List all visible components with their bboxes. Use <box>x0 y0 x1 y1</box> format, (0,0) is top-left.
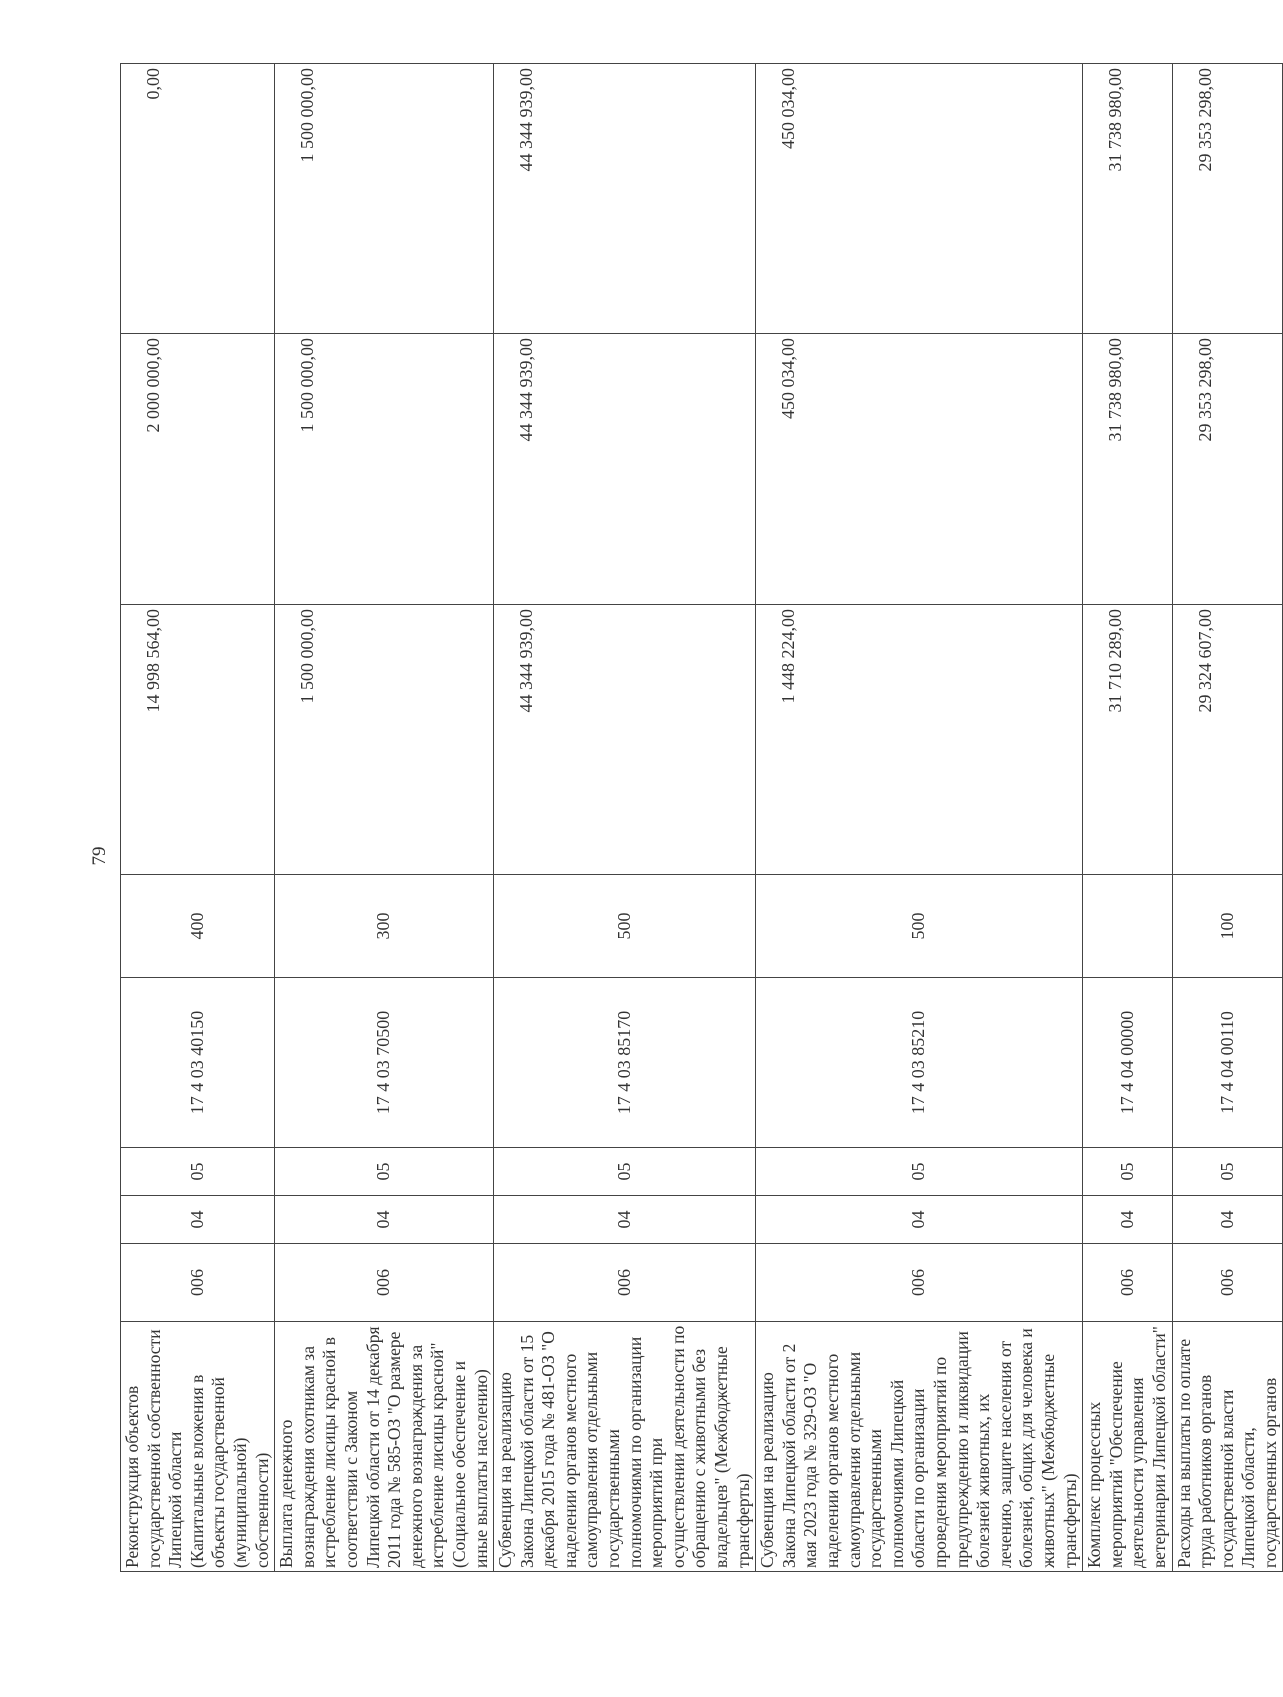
ministry-code: 006 <box>1083 1244 1172 1322</box>
subsection-code: 05 <box>121 1148 275 1196</box>
row-description: Субвенция на реализацию Закона Липецкой области от 2 мая 2023 года № 329-ОЗ "О наделении органов местного самоуправления отдельными государственными полномочиями Липецкой области по организации проведения мероприятий по предупреждению и ликвидации болезней животных, их лечению, защите населения от болезней, общих для человека и животных" (Межбюджетные трансферты) <box>756 1322 1083 1572</box>
amount-cell: 44 344 939,00 <box>494 64 756 334</box>
target-article-code: 17 4 03 85170 <box>494 978 756 1148</box>
amount-cell: 450 034,00 <box>756 334 1083 605</box>
section-code: 04 <box>121 1196 275 1244</box>
target-article-code: 17 4 04 00110 <box>1172 978 1283 1148</box>
subsection-code: 05 <box>494 1148 756 1196</box>
expense-type-code: 400 <box>121 875 275 978</box>
amount-cell: 29 353 298,00 <box>1172 334 1283 605</box>
subsection-code: 05 <box>275 1148 494 1196</box>
expense-type-code: 300 <box>275 875 494 978</box>
amount-cell: 31 710 289,00 <box>1083 605 1172 875</box>
target-article-code: 17 4 03 40150 <box>121 978 275 1148</box>
table-row <box>756 64 1083 1572</box>
expense-type-code: 500 <box>756 875 1083 978</box>
row-description: Комплекс процессных мероприятий "Обеспечение деятельности управления ветеринарии Липецкой области" <box>1083 1322 1172 1572</box>
section-code: 04 <box>494 1196 756 1244</box>
table-row <box>494 64 756 1572</box>
expense-type-code: 500 <box>494 875 756 978</box>
row-description: Выплата денежного вознаграждения охотникам за истребление лисицы красной в соответствии с Законом Липецкой области от 14 декабря 2011 года № 585-ОЗ "О размере денежного вознаграждения за истребление лисицы красной" (Социальное обеспечение и иные выплаты населению) <box>275 1322 494 1572</box>
target-article-code: 17 4 04 00000 <box>1083 978 1172 1148</box>
subsection-code: 05 <box>756 1148 1083 1196</box>
section-code: 04 <box>756 1196 1083 1244</box>
amount-cell: 1 500 000,00 <box>275 334 494 605</box>
ministry-code: 006 <box>494 1244 756 1322</box>
section-code: 04 <box>1083 1196 1172 1244</box>
amount-cell: 31 738 980,00 <box>1083 334 1172 605</box>
amount-cell: 14 998 564,00 <box>121 605 275 875</box>
budget-table-container <box>120 64 1280 1572</box>
subsection-code: 05 <box>1083 1148 1172 1196</box>
section-code: 04 <box>1172 1196 1283 1244</box>
table-row <box>275 64 494 1572</box>
amount-cell: 29 353 298,00 <box>1172 64 1283 334</box>
expense-type-code: 100 <box>1172 875 1283 978</box>
budget-table <box>120 63 1283 1572</box>
row-description: Расходы на выплаты по оплате труда работников органов государственной власти Липецкой области, государственных органов <box>1172 1322 1283 1572</box>
target-article-code: 17 4 03 85210 <box>756 978 1083 1148</box>
amount-cell: 1 448 224,00 <box>756 605 1083 875</box>
amount-cell: 44 344 939,00 <box>494 605 756 875</box>
amount-cell: 31 738 980,00 <box>1083 64 1172 334</box>
ministry-code: 006 <box>756 1244 1083 1322</box>
ministry-code: 006 <box>1172 1244 1283 1322</box>
amount-cell: 1 500 000,00 <box>275 64 494 334</box>
row-description: Субвенция на реализацию Закона Липецкой области от 15 декабря 2015 года № 481-ОЗ "О наделении органов местного самоуправления отдельными государственными полномочиями по организации мероприятий при осуществлении деятельности по обращению с животными без владельцев" (Межбюджетные трансферты) <box>494 1322 756 1572</box>
table-row <box>1083 64 1172 1572</box>
amount-cell: 29 324 607,00 <box>1172 605 1283 875</box>
amount-cell: 450 034,00 <box>756 64 1083 334</box>
section-code: 04 <box>275 1196 494 1244</box>
amount-cell: 44 344 939,00 <box>494 334 756 605</box>
ministry-code: 006 <box>275 1244 494 1322</box>
page-number: 79 <box>89 846 110 866</box>
expense-type-code <box>1083 875 1172 978</box>
subsection-code: 05 <box>1172 1148 1283 1196</box>
table-row <box>121 64 275 1572</box>
target-article-code: 17 4 03 70500 <box>275 978 494 1148</box>
amount-cell: 0,00 <box>121 64 275 334</box>
amount-cell: 2 000 000,00 <box>121 334 275 605</box>
table-row <box>1172 64 1283 1572</box>
amount-cell: 1 500 000,00 <box>275 605 494 875</box>
ministry-code: 006 <box>121 1244 275 1322</box>
row-description: Реконструкция объектов государственной собственности Липецкой области (Капитальные вложения в объекты государственной (муниципальной) собственности) <box>121 1322 275 1572</box>
